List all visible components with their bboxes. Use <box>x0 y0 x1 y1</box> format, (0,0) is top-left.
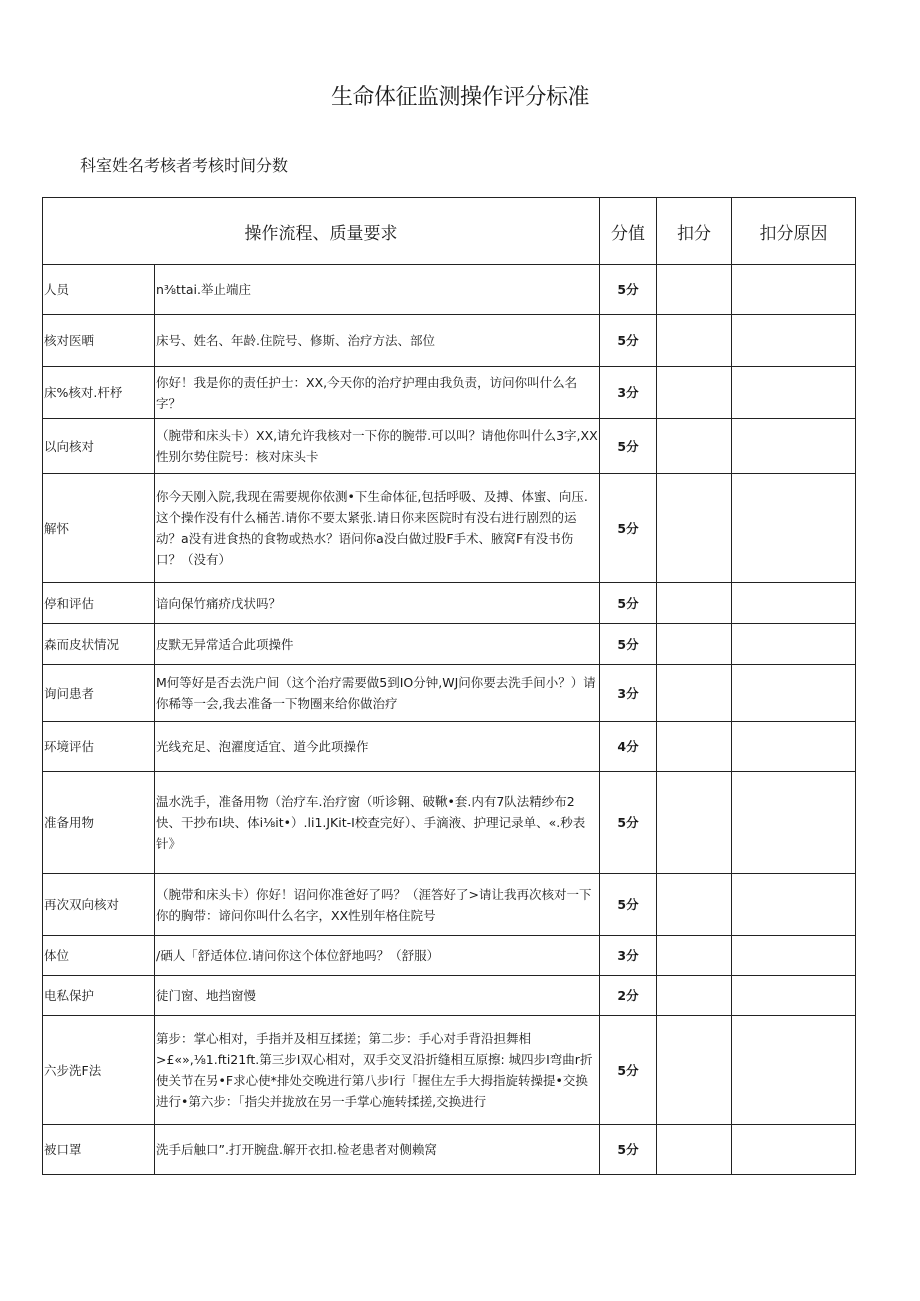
table-row <box>43 874 856 936</box>
header-deduct: 扣分 <box>657 198 732 265</box>
row-score: 5分 <box>600 1125 657 1175</box>
row-score: 4分 <box>600 722 657 772</box>
row-item: 停和评估 <box>43 583 155 624</box>
row-content: M何等好是否去洗户间（这个治疗需要做5到IO分钟,WJ问你要去洗手间小？）请你稀等一会,我去准备一下物圈来给你做治疗 <box>155 665 600 722</box>
row-reason <box>732 624 856 665</box>
row-score: 3分 <box>600 665 657 722</box>
row-deduct <box>657 722 732 772</box>
table-row <box>43 772 856 874</box>
scoring-table <box>42 197 856 1175</box>
row-reason <box>732 976 856 1016</box>
row-reason <box>732 419 856 474</box>
row-content: 洗手后触口”.打开腕盘.解开衣扣.检老患者对侧赖窝 <box>155 1125 600 1175</box>
table-row <box>43 265 856 315</box>
page-title: 生命体征监测操作评分标准 <box>330 85 589 110</box>
table-row <box>43 367 856 419</box>
row-reason <box>732 367 856 419</box>
row-reason <box>732 265 856 315</box>
row-score: 5分 <box>600 624 657 665</box>
row-deduct <box>657 419 732 474</box>
row-content: 徒门窗、地挡窗慢 <box>155 976 600 1016</box>
row-deduct <box>657 874 732 936</box>
table-row <box>43 474 856 583</box>
table-row <box>43 722 856 772</box>
table-row <box>43 1016 856 1125</box>
row-item: 解怀 <box>43 474 155 583</box>
table-row <box>43 976 856 1016</box>
table-row <box>43 315 856 367</box>
row-deduct <box>657 367 732 419</box>
row-deduct <box>657 315 732 367</box>
table-row <box>43 583 856 624</box>
row-content: /硒人「舒适体位.请问你这个体位舒地吗？（舒服） <box>155 936 600 976</box>
row-deduct <box>657 936 732 976</box>
row-reason <box>732 1125 856 1175</box>
row-deduct <box>657 583 732 624</box>
header-reason: 扣分原因 <box>732 198 856 265</box>
row-content: 温水洗手，准备用物（治疗车.治疗窗（听诊翱、破鞦•套.内有7队法精纱布2快、干抄布I块、体i⅛it•）.li1.JKit-I校查完好）、手滴液、护理记录单、«.秒表针》 <box>155 772 600 874</box>
row-content: 光线充足、泡濯度适宜、道今此项操作 <box>155 722 600 772</box>
header-process: 操作流程、质量要求 <box>43 198 600 265</box>
row-reason <box>732 315 856 367</box>
row-score: 5分 <box>600 1016 657 1125</box>
row-deduct <box>657 474 732 583</box>
row-reason <box>732 1016 856 1125</box>
row-reason <box>732 722 856 772</box>
row-item: 核对医晒 <box>43 315 155 367</box>
row-deduct <box>657 624 732 665</box>
row-content: 第步：掌心相对，手指并及相互揉搓；第二步：手心对手背沿担舞相>£«»,⅛1.fti21ft.第三步I双心相对，双手交叉沿折缝相互原擦: 城四步I弯曲r折使关节在另•F求心使*排处交晚进行第八步I行「握住左手大拇指旋转操提•交换进行•第六步：「指尖并拢放在另一手掌心施转揉搓,交换进行 <box>155 1016 600 1125</box>
row-item: 体位 <box>43 936 155 976</box>
row-score: 5分 <box>600 265 657 315</box>
row-content: 你今天刚入院,我现在需要规你依测•下生命体征,包括呼吸、及搏、体蜜、向压.这个操作没有什么桶苦.请你不要太紧张.请日你来医院时有没右进行剧烈的运动？a没有进食热的食物或热水？语问你a没白做过股F手术、腋窝F有没书伤口？（没有） <box>155 474 600 583</box>
row-deduct <box>657 1125 732 1175</box>
row-item: 电私保护 <box>43 976 155 1016</box>
row-deduct <box>657 976 732 1016</box>
row-content: 谙向保竹痛疥戊状吗？ <box>155 583 600 624</box>
row-item: 六步洗F法 <box>43 1016 155 1125</box>
row-score: 3分 <box>600 367 657 419</box>
table-row <box>43 665 856 722</box>
row-score: 5分 <box>600 474 657 583</box>
row-score: 5分 <box>600 419 657 474</box>
row-score: 5分 <box>600 583 657 624</box>
row-score: 3分 <box>600 936 657 976</box>
table-row <box>43 936 856 976</box>
row-reason <box>732 936 856 976</box>
header-row <box>43 198 856 265</box>
row-item: 被口罩 <box>43 1125 155 1175</box>
table-row <box>43 1125 856 1175</box>
row-item: 准备用物 <box>43 772 155 874</box>
row-score: 2分 <box>600 976 657 1016</box>
row-deduct <box>657 772 732 874</box>
row-score: 5分 <box>600 315 657 367</box>
row-item: 再次双向核对 <box>43 874 155 936</box>
info-line: 科室姓名考核者考核时间分数 <box>80 156 289 175</box>
row-deduct <box>657 665 732 722</box>
row-item: 床%核对.杆杼 <box>43 367 155 419</box>
header-score: 分值 <box>600 198 657 265</box>
row-item: 询问患者 <box>43 665 155 722</box>
row-content: 皮默无异常适合此项操件 <box>155 624 600 665</box>
row-score: 5分 <box>600 772 657 874</box>
table-row <box>43 419 856 474</box>
row-content: （腕带和床头卡）XX,请允许我核对一下你的腕带.可以叫？请他你叫什么3字,XX性别尔势住院号：核对床头卡 <box>155 419 600 474</box>
row-item: 以向核对 <box>43 419 155 474</box>
row-reason <box>732 665 856 722</box>
row-reason <box>732 874 856 936</box>
row-content: （腕带和床头卡）你好！诏问你准爸好了吗？（涯答好了>请让我再次核对一下你的胸带：谛问你叫什么名字，XX性别年格住院号 <box>155 874 600 936</box>
table-row <box>43 624 856 665</box>
row-content: 你好！我是你的责任护士：XX,今天你的治疗护理由我负责，访问你叫什么名字？ <box>155 367 600 419</box>
row-deduct <box>657 1016 732 1125</box>
row-score: 5分 <box>600 874 657 936</box>
row-item: 环境评估 <box>43 722 155 772</box>
row-content: 床号、姓名、年龄.住院号、修斯、治疗方法、部位 <box>155 315 600 367</box>
row-item: 森而皮状情况 <box>43 624 155 665</box>
row-deduct <box>657 265 732 315</box>
row-reason <box>732 474 856 583</box>
row-reason <box>732 583 856 624</box>
row-content: n⅜ttai.举止端庄 <box>155 265 600 315</box>
row-reason <box>732 772 856 874</box>
row-item: 人员 <box>43 265 155 315</box>
